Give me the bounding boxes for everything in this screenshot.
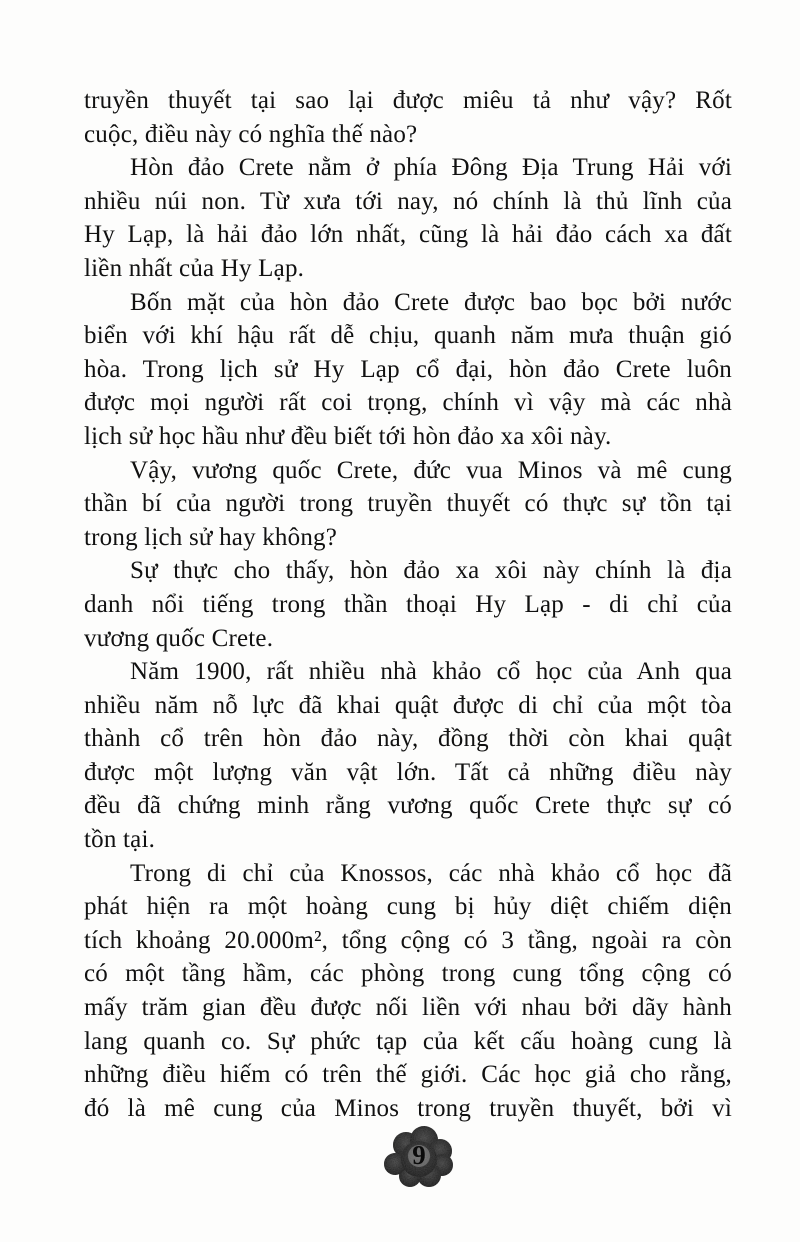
text-line: tồn tại.	[84, 826, 156, 854]
text-line: phát hiện ra một hoàng cung bị hủy diệt chiếm diện	[84, 893, 732, 921]
text-line: mấy trăm gian đều được nối liền với nhau bởi dãy hành	[84, 994, 732, 1022]
paragraph	[84, 857, 732, 1126]
text-line: Bốn mặt của hòn đảo Crete được bao bọc bởi nước	[130, 288, 732, 316]
paragraph	[84, 84, 732, 151]
text-line: liền nhất của Hy Lạp.	[84, 254, 305, 282]
text-line: đó là mê cung của Minos trong truyền thuyết, bởi vì	[84, 1094, 732, 1122]
text-line: nhiều núi non. Từ xưa tới nay, nó chính là thủ lĩnh của	[84, 187, 732, 215]
text-line: cuộc, điều này có nghĩa thế nào?	[84, 120, 418, 148]
paragraph	[84, 554, 732, 655]
text-line: có một tầng hầm, các phòng trong cung tổng cộng có	[84, 960, 732, 988]
text-line: truyền thuyết tại sao lại được miêu tả như vậy? Rốt	[84, 87, 732, 114]
text-line: vương quốc Crete.	[84, 624, 274, 652]
text-block	[84, 84, 732, 1125]
text-line: được một lượng văn vật lớn. Tất cả những điều này	[84, 758, 732, 786]
text-line: thành cổ trên hòn đảo này, đồng thời còn khai quật	[84, 725, 732, 753]
text-line: tích khoảng 20.000m², tổng cộng có 3 tầng, ngoài ra còn	[84, 926, 732, 954]
paragraph	[84, 454, 732, 555]
paragraph	[84, 286, 732, 454]
text-line: Hy Lạp, là hải đảo lớn nhất, cũng là hải đảo cách xa đất	[84, 221, 732, 249]
text-line: đều đã chứng minh rằng vương quốc Crete thực sự có	[84, 792, 732, 820]
text-line: trong lịch sử hay không?	[84, 523, 338, 551]
text-line: lang quanh co. Sự phức tạp của kết cấu hoàng cung là	[84, 1027, 732, 1055]
page-number: 9	[412, 1140, 426, 1170]
text-line: thần bí của người trong truyền thuyết có thực sự tồn tại	[84, 490, 732, 518]
page-number-badge	[381, 1124, 457, 1192]
text-line: Sự thực cho thấy, hòn đảo xa xôi này chính là địa	[130, 557, 732, 585]
text-line: Hòn đảo Crete nằm ở phía Đông Địa Trung Hải với	[130, 154, 732, 182]
text-line: được mọi người rất coi trọng, chính vì vậy mà các nhà	[84, 389, 732, 417]
paragraph	[84, 151, 732, 285]
text-line: những điều hiếm có trên thế giới. Các học giả cho rằng,	[84, 1061, 732, 1089]
text-line: Vậy, vương quốc Crete, đức vua Minos và mê cung	[130, 456, 732, 484]
text-line: lịch sử học hầu như đều biết tới hòn đảo xa xôi này.	[84, 422, 612, 450]
text-line: biển với khí hậu rất dễ chịu, quanh năm mưa thuận gió	[84, 322, 732, 350]
text-line: Năm 1900, rất nhiều nhà khảo cổ học của Anh qua	[130, 658, 732, 686]
paragraph	[84, 655, 732, 857]
text-line: danh nổi tiếng trong thần thoại Hy Lạp - di chỉ của	[84, 590, 732, 618]
text-line: nhiều năm nỗ lực đã khai quật được di chỉ của một tòa	[84, 691, 732, 719]
text-line: hòa. Trong lịch sử Hy Lạp cổ đại, hòn đảo Crete luôn	[84, 355, 732, 383]
text-line: Trong di chỉ của Knossos, các nhà khảo cổ học đã	[130, 859, 732, 887]
